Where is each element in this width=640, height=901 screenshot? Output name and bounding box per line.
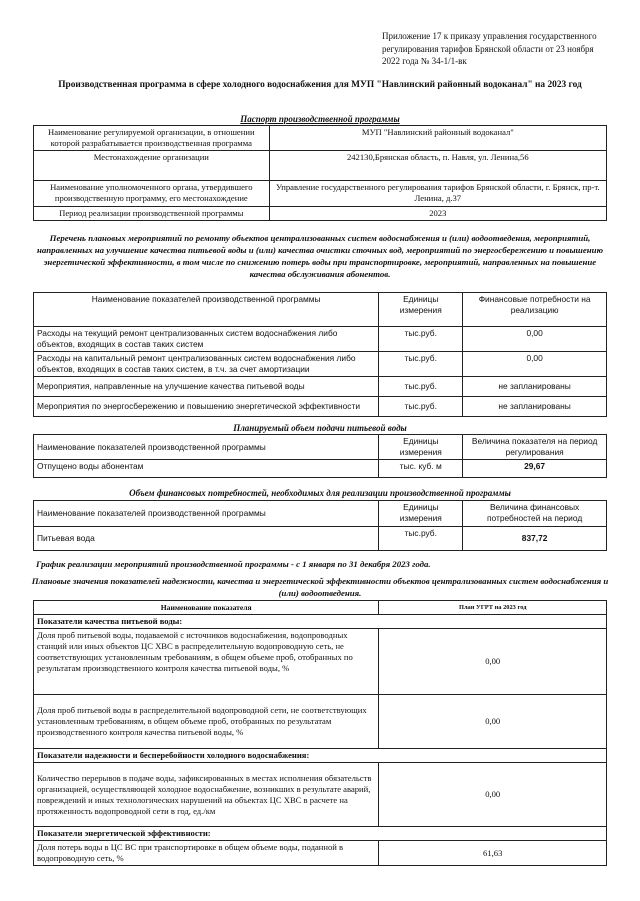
indicators-heading: Плановые значения показателей надежности, качества и энергетической эффективности объектов централизованных систем водоснабжения и (или) водоотведения. bbox=[31, 576, 609, 598]
indicator-name: Доля потерь воды в ЦС ВС при транспортировке в общем объеме воды, поданной в водопроводную сеть, % bbox=[34, 841, 379, 866]
indicator-name: Количество перерывов в подаче воды, зафиксированных в местах исполнения обязательств организацией, осуществляющей холодное водоснабжение, возникших в результате аварий, повреждений и иных технологических нарушений на объектах ЦС ХВС в расчете на протяженность водопроводной сети в год, ед./км bbox=[34, 763, 379, 827]
measure-value: 0,00 bbox=[463, 352, 607, 377]
column-header: Финансовые потребности на реализацию bbox=[463, 293, 607, 327]
finance-unit: тыс.руб. bbox=[379, 527, 463, 551]
table-row bbox=[34, 527, 607, 551]
measure-name: Расходы на капитальный ремонт централизованных систем водоснабжения либо объектов, входящих в состав таких систем, в т.ч. за счет амортизации bbox=[34, 352, 379, 377]
column-header: Наименование показателей производственной программы bbox=[34, 435, 379, 460]
passport-table bbox=[33, 125, 607, 221]
finance-value: 837,72 bbox=[463, 527, 607, 551]
table-row bbox=[34, 352, 607, 377]
table-row bbox=[34, 377, 607, 397]
column-header: Единицы измерения bbox=[379, 435, 463, 460]
section-row bbox=[34, 749, 607, 763]
passport-value: Управление государственного регулирования тарифов Брянской области, г. Брянск, пр-т. Ленина, д.37 bbox=[269, 181, 606, 207]
indicator-value: 61,63 bbox=[379, 841, 607, 866]
section-row bbox=[34, 615, 607, 629]
table-row bbox=[34, 460, 607, 478]
measure-unit: тыс.руб. bbox=[379, 377, 463, 397]
appendix-note: Приложение 17 к приказу управления государственного регулирования тарифов Брянской области от 23 ноября 2022 года № 34-1/1-вк bbox=[382, 31, 597, 66]
table-row bbox=[34, 763, 607, 827]
finance-heading: Объем финансовых потребностей, необходимых для реализации производственной программы bbox=[129, 488, 511, 498]
table-row bbox=[34, 695, 607, 749]
column-header: Величина финансовых потребностей на период bbox=[463, 501, 607, 527]
column-header: Наименование показателей производственной программы bbox=[34, 293, 379, 327]
passport-row bbox=[34, 181, 607, 207]
table-row bbox=[34, 841, 607, 866]
column-header: Величина показателя на период регулирования bbox=[463, 435, 607, 460]
passport-label: Местонахождение организации bbox=[34, 151, 270, 181]
volume-heading: Планируемый объем подачи питьевой воды bbox=[233, 423, 407, 433]
table-header-row bbox=[34, 435, 607, 460]
indicator-value: 0,00 bbox=[379, 763, 607, 827]
measures-table bbox=[33, 292, 607, 417]
section-title: Показатели качества питьевой воды: bbox=[34, 615, 607, 629]
column-header: Наименование показателей производственной программы bbox=[34, 501, 379, 527]
column-header: Наименование показателя bbox=[34, 601, 379, 615]
measure-value: 0,00 bbox=[463, 327, 607, 352]
section-title: Показатели энергетической эффективности: bbox=[34, 827, 607, 841]
measure-name: Мероприятия, направленные на улучшение качества питьевой воды bbox=[34, 377, 379, 397]
passport-label: Наименование уполномоченного органа, утвердившего производственную программу, его местонахождение bbox=[34, 181, 270, 207]
indicators-table bbox=[33, 600, 607, 866]
measure-name: Мероприятия по энергосбережению и повышению энергетической эффективности bbox=[34, 397, 379, 417]
table-header-row bbox=[34, 293, 607, 327]
volume-value: 29,67 bbox=[463, 460, 607, 478]
column-header: Единицы измерения bbox=[379, 293, 463, 327]
passport-label: Наименование регулируемой организации, в отношении которой разрабатывается производственная программа bbox=[34, 126, 270, 151]
measures-intro: Перечень плановых мероприятий по ремонту объектов централизованных систем водоснабжения и (или) водоотведения, мероприятий, направленных на улучшение качества питьевой воды и (или) качества очистки сточных вод, мероприятий по энергосбережению и повышению энергетической эффективности, в том числе по снижению потерь воды при транспортировке, мероприятий, направленных на повышение качества обслуживания абонентов. bbox=[37, 233, 603, 279]
passport-heading: Паспорт производственной программы bbox=[240, 114, 400, 124]
passport-row bbox=[34, 151, 607, 181]
passport-label: Период реализации производственной программы bbox=[34, 207, 270, 221]
indicator-name: Доля проб питьевой воды, подаваемой с источников водоснабжения, водопроводных станций или иных объектов ЦС ХВС в распределительную водопроводную сеть, не соответствующих установленным требованиям, в общем объеме проб, отобранных по результатам производственного контроля качества питьевой воды, % bbox=[34, 629, 379, 695]
measure-unit: тыс.руб. bbox=[379, 397, 463, 417]
indicator-value: 0,00 bbox=[379, 629, 607, 695]
passport-value: МУП "Навлинский районный водоканал" bbox=[269, 126, 606, 151]
column-header: Единицы измерения bbox=[379, 501, 463, 527]
measure-unit: тыс.руб. bbox=[379, 327, 463, 352]
finance-table bbox=[33, 500, 607, 551]
volume-unit: тыс. куб. м bbox=[379, 460, 463, 478]
table-row bbox=[34, 397, 607, 417]
table-row bbox=[34, 327, 607, 352]
schedule-note: График реализации мероприятий производственной программы - с 1 января по 31 декабря 2023 года. bbox=[36, 559, 431, 569]
measure-name: Расходы на текущий ремонт централизованных систем водоснабжения либо объектов, входящих в состав таких систем bbox=[34, 327, 379, 352]
measure-value: не запланированы bbox=[463, 397, 607, 417]
passport-row bbox=[34, 207, 607, 221]
finance-name: Питьевая вода bbox=[34, 527, 379, 551]
column-header: План УГРТ на 2023 год bbox=[379, 601, 607, 615]
volume-table bbox=[33, 434, 607, 478]
measure-unit: тыс.руб. bbox=[379, 352, 463, 377]
passport-value: 2023 bbox=[269, 207, 606, 221]
indicator-value: 0,00 bbox=[379, 695, 607, 749]
section-row bbox=[34, 827, 607, 841]
document-title: Производственная программа в сфере холодного водоснабжения для МУП "Навлинский районный водоканал" на 2023 год bbox=[58, 80, 582, 90]
volume-name: Отпущено воды абонентам bbox=[34, 460, 379, 478]
table-header-row bbox=[34, 501, 607, 527]
section-title: Показатели надежности и бесперебойности холодного водоснабжения: bbox=[34, 749, 607, 763]
table-header-row bbox=[34, 601, 607, 615]
indicator-name: Доля проб питьевой воды в распределительной водопроводной сети, не соответствующих установленным требованиям, в общем объеме проб, отобранных по результатам производственного контроля качества питьевой воды, % bbox=[34, 695, 379, 749]
passport-row bbox=[34, 126, 607, 151]
measure-value: не запланированы bbox=[463, 377, 607, 397]
passport-value: 242130,Брянская область, п. Навля, ул. Ленина,56 bbox=[269, 151, 606, 181]
table-row bbox=[34, 629, 607, 695]
